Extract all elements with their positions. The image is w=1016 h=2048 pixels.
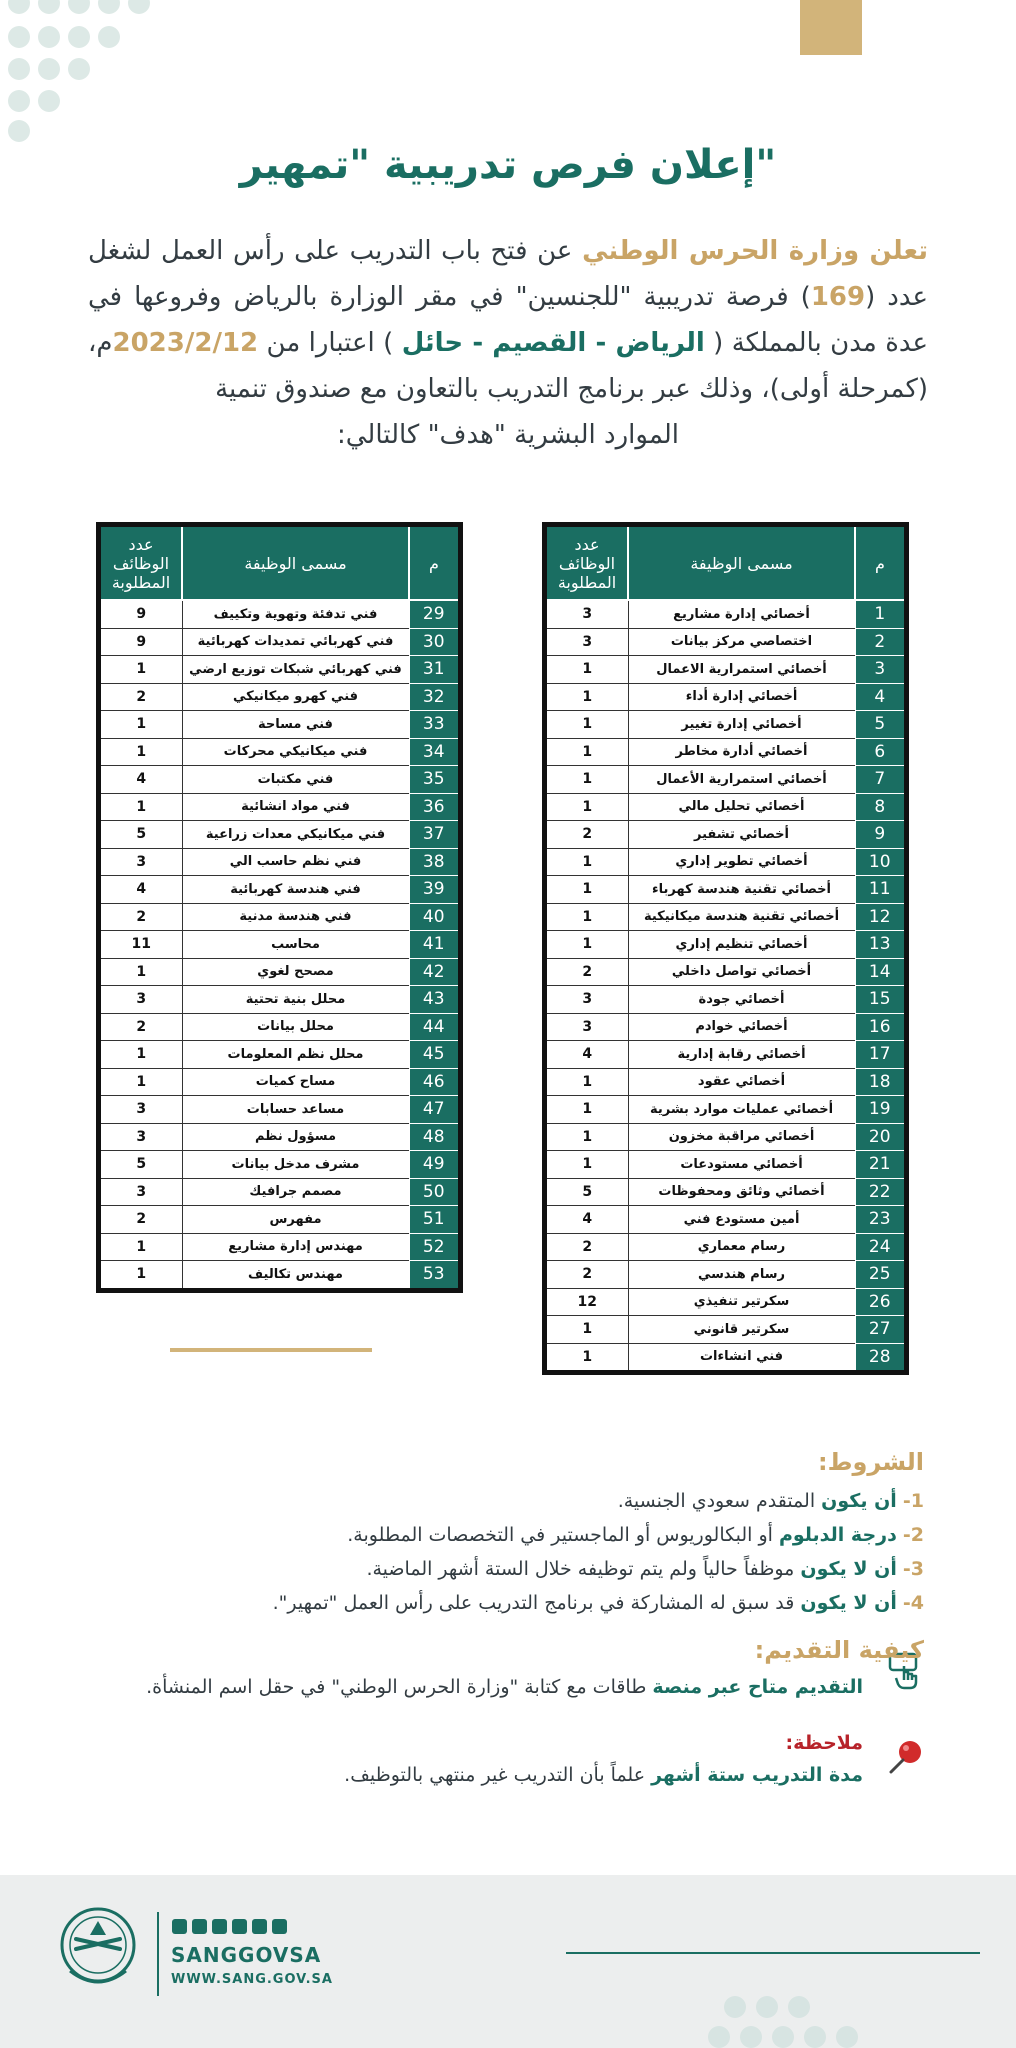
job-count: 3 xyxy=(545,628,629,656)
table-row xyxy=(545,931,907,959)
table-row xyxy=(545,766,907,794)
job-title: فني مواد انشائية xyxy=(182,793,409,821)
table-row xyxy=(545,1068,907,1096)
row-number: 20 xyxy=(855,1123,907,1151)
table-row xyxy=(545,1261,907,1289)
tiktok-icon[interactable] xyxy=(212,1919,227,1934)
table-row xyxy=(99,793,461,821)
ministry-emblem-icon xyxy=(56,1905,140,1989)
job-count: 2 xyxy=(545,958,629,986)
row-number: 18 xyxy=(855,1068,907,1096)
intro-text-2: ) فرصة تدريبية "للجنسين" في مقر الوزارة بالرياض وفروعها في عدة مدن بالمملكة ( xyxy=(88,282,928,358)
job-count: 4 xyxy=(99,766,183,794)
job-title: اختصاصي مركز بيانات xyxy=(628,628,855,656)
conditions-list xyxy=(104,1484,924,1620)
decorative-dots-bottom xyxy=(700,1996,900,2048)
job-title: مهندس إدارة مشاريع xyxy=(182,1233,409,1261)
jobs-table-right-body xyxy=(545,600,907,1373)
row-number: 19 xyxy=(855,1096,907,1124)
job-count: 4 xyxy=(545,1041,629,1069)
footer-line xyxy=(566,1952,980,1954)
table-row xyxy=(545,1041,907,1069)
youtube-icon[interactable] xyxy=(192,1919,207,1934)
job-title: فني كهربائي تمديدات كهربائية xyxy=(182,628,409,656)
website-link[interactable]: WWW.SANG.GOV.SA xyxy=(171,1972,333,1987)
condition-item: 2- درجة الدبلوم أو البكالوريوس أو الماجستير في التخصصات المطلوبة. xyxy=(347,1524,924,1546)
table-row xyxy=(99,958,461,986)
jobs-table-left xyxy=(96,522,463,1293)
job-count: 1 xyxy=(99,958,183,986)
row-number: 28 xyxy=(855,1343,907,1373)
job-title: أخصائي أدارة مخاطر xyxy=(628,738,855,766)
job-title: مفهرس xyxy=(182,1206,409,1234)
page-title: "إعلان فرص تدريبية "تمهير xyxy=(239,142,777,188)
job-title: فني ميكانيكي معدات زراعية xyxy=(182,821,409,849)
job-count: 1 xyxy=(99,656,183,684)
table-row xyxy=(545,1316,907,1344)
row-number: 21 xyxy=(855,1151,907,1179)
table-row xyxy=(545,958,907,986)
table-row xyxy=(99,1013,461,1041)
table-row xyxy=(545,1343,907,1373)
job-title: أخصائي جودة xyxy=(628,986,855,1014)
table-row xyxy=(545,848,907,876)
header-num: م xyxy=(409,525,461,601)
header-num: م xyxy=(855,525,907,601)
job-count: 3 xyxy=(99,1178,183,1206)
row-number: 17 xyxy=(855,1041,907,1069)
row-number: 25 xyxy=(855,1261,907,1289)
job-title: فني انشاءات xyxy=(628,1343,855,1373)
job-count: 3 xyxy=(545,1013,629,1041)
job-count: 1 xyxy=(545,683,629,711)
job-title: أخصائي رقابة إدارية xyxy=(628,1041,855,1069)
table-row xyxy=(545,903,907,931)
job-title: أخصائي عمليات موارد بشرية xyxy=(628,1096,855,1124)
row-number: 8 xyxy=(855,793,907,821)
job-count: 1 xyxy=(99,1041,183,1069)
job-count: 1 xyxy=(545,931,629,959)
job-title: مساعد حسابات xyxy=(182,1096,409,1124)
job-title: أخصائي عقود xyxy=(628,1068,855,1096)
condition-item: 1- أن يكون المتقدم سعودي الجنسية. xyxy=(617,1490,924,1512)
job-title: سكرتير قانوني xyxy=(628,1316,855,1344)
row-number: 51 xyxy=(409,1206,461,1234)
intro-text-5: الموارد البشرية "هدف" كالتالي: xyxy=(336,420,680,450)
job-title: أخصائي تقنية هندسة ميكانيكية xyxy=(628,903,855,931)
table-row xyxy=(99,628,461,656)
header-name: مسمى الوظيفة xyxy=(182,525,409,601)
table-row xyxy=(99,766,461,794)
table-row xyxy=(545,1013,907,1041)
job-title: مسؤول نظم xyxy=(182,1123,409,1151)
job-count: 2 xyxy=(99,903,183,931)
job-count: 11 xyxy=(99,931,183,959)
job-title: فني كهربائي شبكات توزيع ارضي xyxy=(182,656,409,684)
row-number: 40 xyxy=(409,903,461,931)
job-count: 2 xyxy=(545,1261,629,1289)
job-title: أخصائي تنظيم إداري xyxy=(628,931,855,959)
table-row xyxy=(99,1151,461,1179)
table-row xyxy=(545,821,907,849)
table-row xyxy=(99,1096,461,1124)
intro-date: 2023/2/12 xyxy=(112,328,259,358)
job-title: أخصائي مراقبة مخزون xyxy=(628,1123,855,1151)
job-title: مصحح لغوي xyxy=(182,958,409,986)
job-count: 4 xyxy=(99,876,183,904)
row-number: 31 xyxy=(409,656,461,684)
decorative-dots-top xyxy=(0,0,160,150)
job-count: 2 xyxy=(545,1233,629,1261)
row-number: 35 xyxy=(409,766,461,794)
row-number: 37 xyxy=(409,821,461,849)
job-count: 1 xyxy=(545,711,629,739)
row-number: 1 xyxy=(855,600,907,628)
table-row xyxy=(99,738,461,766)
table-row xyxy=(99,876,461,904)
job-count: 1 xyxy=(545,848,629,876)
row-number: 52 xyxy=(409,1233,461,1261)
job-title: أخصائي وثائق ومحفوظات xyxy=(628,1178,855,1206)
job-count: 1 xyxy=(99,1068,183,1096)
job-title: أخصائي إدارة تغيير xyxy=(628,711,855,739)
pushpin-icon xyxy=(886,1738,926,1778)
job-count: 1 xyxy=(545,903,629,931)
table-row xyxy=(99,821,461,849)
row-number: 10 xyxy=(855,848,907,876)
job-count: 5 xyxy=(99,1151,183,1179)
job-title: أخصائي تشفير xyxy=(628,821,855,849)
job-count: 2 xyxy=(545,821,629,849)
row-number: 29 xyxy=(409,600,461,628)
job-count: 1 xyxy=(545,1123,629,1151)
job-title: مساح كميات xyxy=(182,1068,409,1096)
row-number: 34 xyxy=(409,738,461,766)
job-title: محلل بيانات xyxy=(182,1013,409,1041)
job-count: 1 xyxy=(545,1343,629,1373)
job-title: أخصائي تحليل مالي xyxy=(628,793,855,821)
job-title: أخصائي خوادم xyxy=(628,1013,855,1041)
job-title: محلل نظم المعلومات xyxy=(182,1041,409,1069)
instagram-icon[interactable] xyxy=(252,1919,267,1934)
row-number: 44 xyxy=(409,1013,461,1041)
row-number: 53 xyxy=(409,1261,461,1291)
footer-divider xyxy=(157,1912,159,1996)
job-title: رسام معماري xyxy=(628,1233,855,1261)
job-title: فني نظم حاسب الي xyxy=(182,848,409,876)
job-count: 1 xyxy=(545,1316,629,1344)
row-number: 32 xyxy=(409,683,461,711)
intro-text-1: عن فتح باب التدريب على رأس العمل لشغل عدد ( xyxy=(88,236,928,312)
intro-text-3: ) اعتبارا من xyxy=(258,328,402,358)
row-number: 26 xyxy=(855,1288,907,1316)
row-number: 16 xyxy=(855,1013,907,1041)
table-row xyxy=(545,1123,907,1151)
twitter-icon[interactable] xyxy=(232,1919,247,1934)
row-number: 45 xyxy=(409,1041,461,1069)
job-count: 2 xyxy=(99,683,183,711)
job-title: محاسب xyxy=(182,931,409,959)
job-title: أخصائي إدارة أداء xyxy=(628,683,855,711)
job-title: أمين مستودع فني xyxy=(628,1206,855,1234)
row-number: 30 xyxy=(409,628,461,656)
row-number: 11 xyxy=(855,876,907,904)
condition-item: 3- أن لا يكون موظفاً حالياً ولم يتم توظيفه خلال الستة أشهر الماضية. xyxy=(366,1558,924,1580)
job-count: 3 xyxy=(99,1096,183,1124)
row-number: 38 xyxy=(409,848,461,876)
table-row xyxy=(99,1178,461,1206)
row-number: 7 xyxy=(855,766,907,794)
job-count: 3 xyxy=(545,986,629,1014)
table-row xyxy=(545,656,907,684)
table-row xyxy=(99,1068,461,1096)
job-count: 1 xyxy=(545,876,629,904)
job-count: 9 xyxy=(99,628,183,656)
note-title: ملاحظة: xyxy=(785,1732,863,1754)
job-count: 3 xyxy=(545,600,629,628)
row-number: 14 xyxy=(855,958,907,986)
row-number: 36 xyxy=(409,793,461,821)
table-row xyxy=(545,600,907,628)
brand-handle: SANGGOVSA xyxy=(171,1943,322,1967)
intro-org: تعلن وزارة الحرس الوطني xyxy=(582,236,928,266)
header-count: عدد الوظائف المطلوبة xyxy=(99,525,183,601)
job-title: أخصائي استمرارية الاعمال xyxy=(628,656,855,684)
job-count: 1 xyxy=(545,1151,629,1179)
job-title: أخصائي تقنية هندسة كهرباء xyxy=(628,876,855,904)
row-number: 39 xyxy=(409,876,461,904)
job-count: 1 xyxy=(99,711,183,739)
job-title: فني كهرو ميكانيكي xyxy=(182,683,409,711)
row-number: 47 xyxy=(409,1096,461,1124)
job-title: سكرتير تنفيذي xyxy=(628,1288,855,1316)
header-name: مسمى الوظيفة xyxy=(628,525,855,601)
table-row xyxy=(545,711,907,739)
intro-cities: الرياض - القصيم - حائل xyxy=(401,328,705,358)
job-title: أخصائي مستودعات xyxy=(628,1151,855,1179)
row-number: 41 xyxy=(409,931,461,959)
job-title: أخصائي تطوير إداري xyxy=(628,848,855,876)
intro-paragraph xyxy=(88,228,928,458)
table-row xyxy=(545,683,907,711)
job-title: فني ميكانيكي محركات xyxy=(182,738,409,766)
job-title: فني هندسة مدنية xyxy=(182,903,409,931)
job-title: فني مساحة xyxy=(182,711,409,739)
row-number: 48 xyxy=(409,1123,461,1151)
table-row xyxy=(545,1096,907,1124)
row-number: 13 xyxy=(855,931,907,959)
row-number: 43 xyxy=(409,986,461,1014)
job-title: أخصائي إدارة مشاريع xyxy=(628,600,855,628)
table-row xyxy=(99,711,461,739)
job-count: 9 xyxy=(99,600,183,628)
job-count: 1 xyxy=(99,1261,183,1291)
row-number: 46 xyxy=(409,1068,461,1096)
job-count: 1 xyxy=(99,738,183,766)
row-number: 6 xyxy=(855,738,907,766)
job-count: 1 xyxy=(99,793,183,821)
row-number: 23 xyxy=(855,1206,907,1234)
job-title: فني تدفئة وتهوية وتكييف xyxy=(182,600,409,628)
job-count: 1 xyxy=(545,738,629,766)
job-count: 3 xyxy=(99,1123,183,1151)
row-number: 4 xyxy=(855,683,907,711)
intro-text-4: م، (كمرحلة أولى)، وذلك عبر برنامج التدريب بالتعاون مع صندوق تنمية xyxy=(88,328,928,404)
job-count: 5 xyxy=(545,1178,629,1206)
job-title: فني مكتبات xyxy=(182,766,409,794)
jobs-table-right xyxy=(542,522,909,1375)
table-row xyxy=(545,1206,907,1234)
row-number: 2 xyxy=(855,628,907,656)
row-number: 3 xyxy=(855,656,907,684)
row-number: 49 xyxy=(409,1151,461,1179)
job-title: مشرف مدخل بيانات xyxy=(182,1151,409,1179)
row-number: 12 xyxy=(855,903,907,931)
row-number: 15 xyxy=(855,986,907,1014)
table-row xyxy=(99,903,461,931)
apply-title: كيفية التقديم: xyxy=(754,1636,924,1664)
job-title: محلل بنية تحتية xyxy=(182,986,409,1014)
apply-text: التقديم متاح عبر منصة طاقات مع كتابة "وزارة الحرس الوطني" في حقل اسم المنشأة. xyxy=(146,1676,863,1698)
row-number: 22 xyxy=(855,1178,907,1206)
job-count: 4 xyxy=(545,1206,629,1234)
table-row xyxy=(99,600,461,628)
table-row xyxy=(545,1233,907,1261)
table-row xyxy=(99,1123,461,1151)
job-count: 1 xyxy=(99,1233,183,1261)
job-count: 12 xyxy=(545,1288,629,1316)
job-count: 2 xyxy=(99,1013,183,1041)
table-row xyxy=(99,986,461,1014)
job-title: أخصائي تواصل داخلي xyxy=(628,958,855,986)
condition-item: 4- أن لا يكون قد سبق له المشاركة في برنامج التدريب على رأس العمل "تمهير". xyxy=(272,1592,924,1614)
decorative-gold-block xyxy=(800,0,862,55)
conditions-title: الشروط: xyxy=(817,1448,924,1476)
facebook-icon[interactable] xyxy=(172,1919,187,1934)
job-count: 2 xyxy=(99,1206,183,1234)
job-count: 1 xyxy=(545,766,629,794)
snapchat-icon[interactable] xyxy=(272,1919,287,1934)
job-count: 1 xyxy=(545,793,629,821)
social-icons xyxy=(172,1919,287,1934)
table-row xyxy=(545,1151,907,1179)
job-count: 1 xyxy=(545,656,629,684)
header-count: عدد الوظائف المطلوبة xyxy=(545,525,629,601)
intro-count: 169 xyxy=(810,282,866,312)
row-number: 50 xyxy=(409,1178,461,1206)
row-number: 33 xyxy=(409,711,461,739)
table-row xyxy=(99,848,461,876)
table-row xyxy=(545,1288,907,1316)
job-title: أخصائي استمرارية الأعمال xyxy=(628,766,855,794)
job-title: رسام هندسي xyxy=(628,1261,855,1289)
job-title: فني هندسة كهربائية xyxy=(182,876,409,904)
table-row xyxy=(545,793,907,821)
job-count: 3 xyxy=(99,848,183,876)
note-text: مدة التدريب ستة أشهر علماً بأن التدريب غير منتهي بالتوظيف. xyxy=(344,1764,863,1786)
job-count: 3 xyxy=(99,986,183,1014)
row-number: 5 xyxy=(855,711,907,739)
table-row xyxy=(99,931,461,959)
table-row xyxy=(99,656,461,684)
job-count: 5 xyxy=(99,821,183,849)
job-count: 1 xyxy=(545,1068,629,1096)
table-row xyxy=(99,1233,461,1261)
table-row xyxy=(545,738,907,766)
row-number: 42 xyxy=(409,958,461,986)
table-row xyxy=(545,1178,907,1206)
table-row xyxy=(545,876,907,904)
table-row xyxy=(99,683,461,711)
table-row xyxy=(99,1206,461,1234)
table-row xyxy=(99,1261,461,1291)
job-title: مهندس تكاليف xyxy=(182,1261,409,1291)
row-number: 24 xyxy=(855,1233,907,1261)
table-row xyxy=(545,628,907,656)
row-number: 9 xyxy=(855,821,907,849)
table-row xyxy=(99,1041,461,1069)
row-number: 27 xyxy=(855,1316,907,1344)
job-title: مصمم جرافيك xyxy=(182,1178,409,1206)
gold-divider xyxy=(170,1348,372,1352)
jobs-table-left-body xyxy=(99,600,461,1290)
job-count: 1 xyxy=(545,1096,629,1124)
table-row xyxy=(545,986,907,1014)
